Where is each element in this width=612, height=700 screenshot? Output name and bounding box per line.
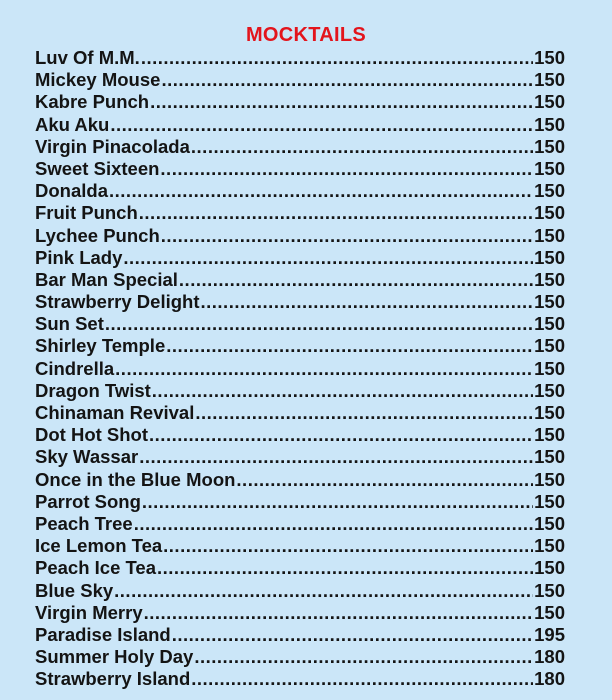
menu-item bbox=[35, 380, 565, 402]
item-price: 195 bbox=[534, 623, 565, 645]
menu-item bbox=[35, 624, 565, 646]
item-price: 150 bbox=[534, 113, 565, 135]
menu-item bbox=[35, 180, 565, 202]
menu-item bbox=[35, 535, 565, 557]
dot-leader bbox=[163, 535, 533, 557]
item-name: Aku Aku bbox=[35, 113, 110, 135]
dot-leader bbox=[139, 202, 533, 224]
dot-leader bbox=[110, 114, 533, 136]
menu-item bbox=[35, 646, 565, 668]
dot-leader bbox=[115, 358, 533, 380]
menu-item bbox=[35, 557, 565, 579]
menu-item bbox=[35, 446, 565, 468]
dot-leader bbox=[191, 668, 533, 690]
menu-item bbox=[35, 402, 565, 424]
item-price: 150 bbox=[534, 601, 565, 623]
item-name: Luv Of M.M. bbox=[35, 47, 140, 68]
dot-leader bbox=[161, 69, 533, 91]
item-price: 150 bbox=[534, 202, 565, 224]
item-name: Summer Holy Day bbox=[35, 646, 194, 668]
dot-leader bbox=[172, 624, 533, 646]
item-name: Shirley Temple bbox=[35, 335, 166, 357]
item-price: 150 bbox=[534, 91, 565, 113]
dot-leader bbox=[123, 247, 533, 269]
menu-item bbox=[35, 513, 565, 535]
dot-leader bbox=[149, 424, 533, 446]
item-price: 150 bbox=[534, 402, 565, 423]
item-name: Sun Set bbox=[35, 313, 104, 335]
menu-item bbox=[35, 47, 565, 69]
item-name: Fruit Punch bbox=[35, 202, 138, 224]
menu-item bbox=[35, 202, 565, 224]
menu-item bbox=[35, 158, 565, 180]
dot-leader bbox=[142, 491, 533, 513]
dot-leader bbox=[105, 313, 533, 335]
item-price: 150 bbox=[534, 47, 565, 68]
item-price: 150 bbox=[534, 268, 565, 290]
dot-leader bbox=[166, 335, 533, 357]
dot-leader bbox=[179, 269, 533, 291]
item-price: 180 bbox=[534, 646, 565, 668]
menu-item bbox=[35, 469, 565, 491]
item-price: 150 bbox=[534, 490, 565, 512]
item-price: 150 bbox=[534, 157, 565, 179]
menu-item bbox=[35, 69, 565, 91]
item-price: 150 bbox=[534, 379, 565, 401]
menu-item bbox=[35, 247, 565, 269]
item-name: Pink Lady bbox=[35, 246, 123, 268]
menu-item bbox=[35, 358, 565, 380]
item-price: 150 bbox=[534, 424, 565, 446]
item-price: 150 bbox=[534, 246, 565, 268]
item-price: 150 bbox=[534, 446, 565, 468]
dot-leader bbox=[195, 402, 533, 424]
dot-leader bbox=[141, 47, 533, 69]
menu-item bbox=[35, 136, 565, 158]
item-name: Dragon Twist bbox=[35, 379, 151, 401]
item-name: Dot Hot Shot bbox=[35, 424, 149, 446]
dot-leader bbox=[114, 580, 533, 602]
dot-leader bbox=[150, 91, 533, 113]
menu-item bbox=[35, 335, 565, 357]
item-price: 150 bbox=[534, 224, 565, 246]
item-name: Paradise Island bbox=[35, 623, 171, 645]
dot-leader bbox=[157, 557, 533, 579]
item-price: 150 bbox=[534, 579, 565, 601]
item-name: Strawberry Delight bbox=[35, 291, 200, 313]
dot-leader bbox=[152, 380, 533, 402]
menu-item bbox=[35, 491, 565, 513]
menu-item bbox=[35, 91, 565, 113]
menu-item bbox=[35, 269, 565, 291]
menu-item bbox=[35, 580, 565, 602]
item-name: Virgin Merry bbox=[35, 601, 143, 623]
item-name: Sweet Sixteen bbox=[35, 157, 160, 179]
item-price: 150 bbox=[534, 291, 565, 313]
dot-leader bbox=[191, 136, 533, 158]
item-name: Chinaman Revival bbox=[35, 402, 195, 423]
item-price: 180 bbox=[534, 668, 565, 690]
item-price: 150 bbox=[534, 335, 565, 357]
item-price: 150 bbox=[534, 468, 565, 490]
item-name: Cindrella bbox=[35, 357, 115, 379]
menu-item bbox=[35, 668, 565, 690]
item-name: Once in the Blue Moon bbox=[35, 468, 236, 490]
dot-leader bbox=[139, 446, 533, 468]
item-name: Peach Ice Tea bbox=[35, 557, 157, 579]
dot-leader bbox=[201, 291, 534, 313]
dot-leader bbox=[161, 225, 533, 247]
menu-item bbox=[35, 114, 565, 136]
item-name: Bar Man Special bbox=[35, 268, 178, 290]
item-name: Lychee Punch bbox=[35, 224, 160, 246]
item-name: Blue Sky bbox=[35, 579, 114, 601]
dot-leader bbox=[236, 469, 533, 491]
dot-leader bbox=[134, 513, 533, 535]
item-price: 150 bbox=[534, 180, 565, 202]
item-price: 150 bbox=[534, 357, 565, 379]
item-name: Kabre Punch bbox=[35, 91, 150, 113]
menu-item bbox=[35, 602, 565, 624]
item-name: Peach Tree bbox=[35, 512, 133, 534]
item-price: 150 bbox=[534, 69, 565, 91]
item-price: 150 bbox=[534, 313, 565, 335]
menu-item bbox=[35, 291, 565, 313]
item-name: Parrot Song bbox=[35, 490, 141, 512]
item-price: 150 bbox=[534, 135, 565, 157]
dot-leader bbox=[109, 180, 533, 202]
item-price: 150 bbox=[534, 535, 565, 557]
menu-item bbox=[35, 225, 565, 247]
menu-list bbox=[35, 47, 565, 690]
item-name: Ice Lemon Tea bbox=[35, 535, 163, 557]
dot-leader bbox=[144, 602, 534, 624]
item-price: 150 bbox=[534, 557, 565, 579]
menu-item bbox=[35, 424, 565, 446]
item-price: 150 bbox=[534, 512, 565, 534]
item-name: Mickey Mouse bbox=[35, 69, 161, 91]
item-name: Strawberry Island bbox=[35, 668, 191, 690]
menu-title: MOCKTAILS bbox=[245, 24, 367, 46]
item-name: Donalda bbox=[35, 180, 108, 202]
item-name: Virgin Pinacolada bbox=[35, 135, 190, 157]
menu-item bbox=[35, 313, 565, 335]
dot-leader bbox=[194, 646, 533, 668]
dot-leader bbox=[160, 158, 533, 180]
item-name: Sky Wassar bbox=[35, 446, 139, 468]
